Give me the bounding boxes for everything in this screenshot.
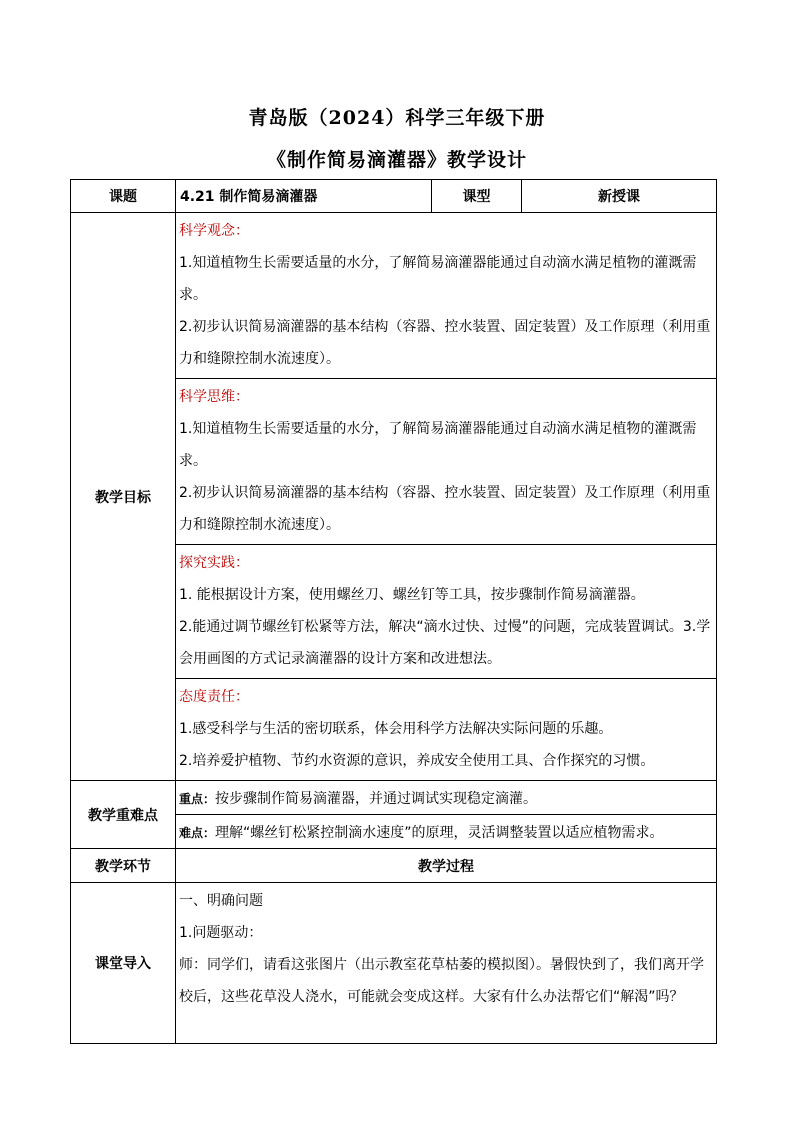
difficult-point-label: 难点：: [179, 825, 216, 840]
key-point-text: 按步骤制作简易滴灌器，并通过调试实现稳定滴灌。: [215, 790, 538, 807]
lesson-row: [71, 180, 717, 213]
section-item: 1.知道植物生长需要适量的水分，了解简易滴灌器能通过自动滴水满足植物的灌溉需求。: [179, 421, 697, 469]
section-heading: 探究实践：: [179, 555, 249, 571]
intro-line: 一、明确问题: [179, 893, 263, 909]
section-heading: 科学思维：: [179, 389, 249, 405]
section-item: 2.初步认识简易滴灌器的基本结构（容器、控水装置、固定装置）及工作原理（利用重力和缝隙控制水流速度）。: [179, 319, 711, 367]
objective-section: [176, 213, 717, 379]
lesson-label: 课题: [71, 180, 176, 213]
document-subtitle: 《制作简易滴灌器》教学设计: [266, 149, 527, 171]
section-item: 1.感受科学与生活的密切联系，体会用科学方法解决实际问题的乐趣。: [179, 721, 613, 737]
section-item: 2.培养爱护植物、节约水资源的意识，养成安全使用工具、合作探究的习惯。: [179, 753, 655, 769]
document-title: 青岛版（2024）科学三年级下册: [248, 107, 546, 129]
intro-label: 课堂导入: [71, 883, 176, 1044]
objective-section: [176, 679, 717, 781]
type-value: 新授课: [522, 180, 717, 213]
section-item: 2.能通过调节螺丝钉松紧等方法，解决“滴水过快、过慢”的问题，完成装置调试。3.学会用画图的方式记录滴灌器的设计方案和改进想法。: [179, 619, 711, 667]
intro-line: 师：同学们，请看这张图片（出示教室花草枯萎的模拟图）。暑假快到了，我们离开学校后，这些花草没人浇水，可能就会变成这样。大家有什么办法帮它们“解渴”吗？: [179, 957, 704, 1005]
section-item: 1. 能根据设计方案，使用螺丝刀、螺丝钉等工具，按步骤制作简易滴灌器。: [179, 587, 645, 603]
intro-content: [176, 883, 717, 1044]
section-item: 1.知道植物生长需要适量的水分，了解简易滴灌器能通过自动滴水满足植物的灌溉需求。: [179, 255, 697, 303]
key-points-label: 教学重难点: [71, 781, 176, 849]
key-points-row-1: [71, 781, 717, 815]
section-item: 2.初步认识简易滴灌器的基本结构（容器、控水装置、固定装置）及工作原理（利用重力和缝隙控制水流速度）。: [179, 485, 711, 533]
key-point-label: 重点：: [179, 791, 216, 806]
key-point: [176, 781, 717, 815]
lesson-plan-table: [70, 179, 717, 1044]
section-heading: 态度责任：: [179, 689, 249, 705]
difficult-point-text: 理解“螺丝钉松紧控制滴水速度”的原理，灵活调整装置以适应植物需求。: [215, 824, 664, 841]
objectives-row-1: [71, 213, 717, 379]
objectives-label: 教学目标: [71, 213, 176, 781]
section-heading: 科学观念：: [179, 223, 249, 239]
intro-row: [71, 883, 717, 1044]
process-header-row: [71, 849, 717, 883]
lesson-value: 4.21 制作简易滴灌器: [176, 180, 432, 213]
objective-section: [176, 379, 717, 545]
type-label: 课型: [432, 180, 522, 213]
objective-section: [176, 545, 717, 679]
intro-line: 1.问题驱动：: [179, 925, 263, 941]
difficult-point: [176, 815, 717, 849]
process-header: 教学过程: [176, 849, 717, 883]
stage-header: 教学环节: [71, 849, 176, 883]
